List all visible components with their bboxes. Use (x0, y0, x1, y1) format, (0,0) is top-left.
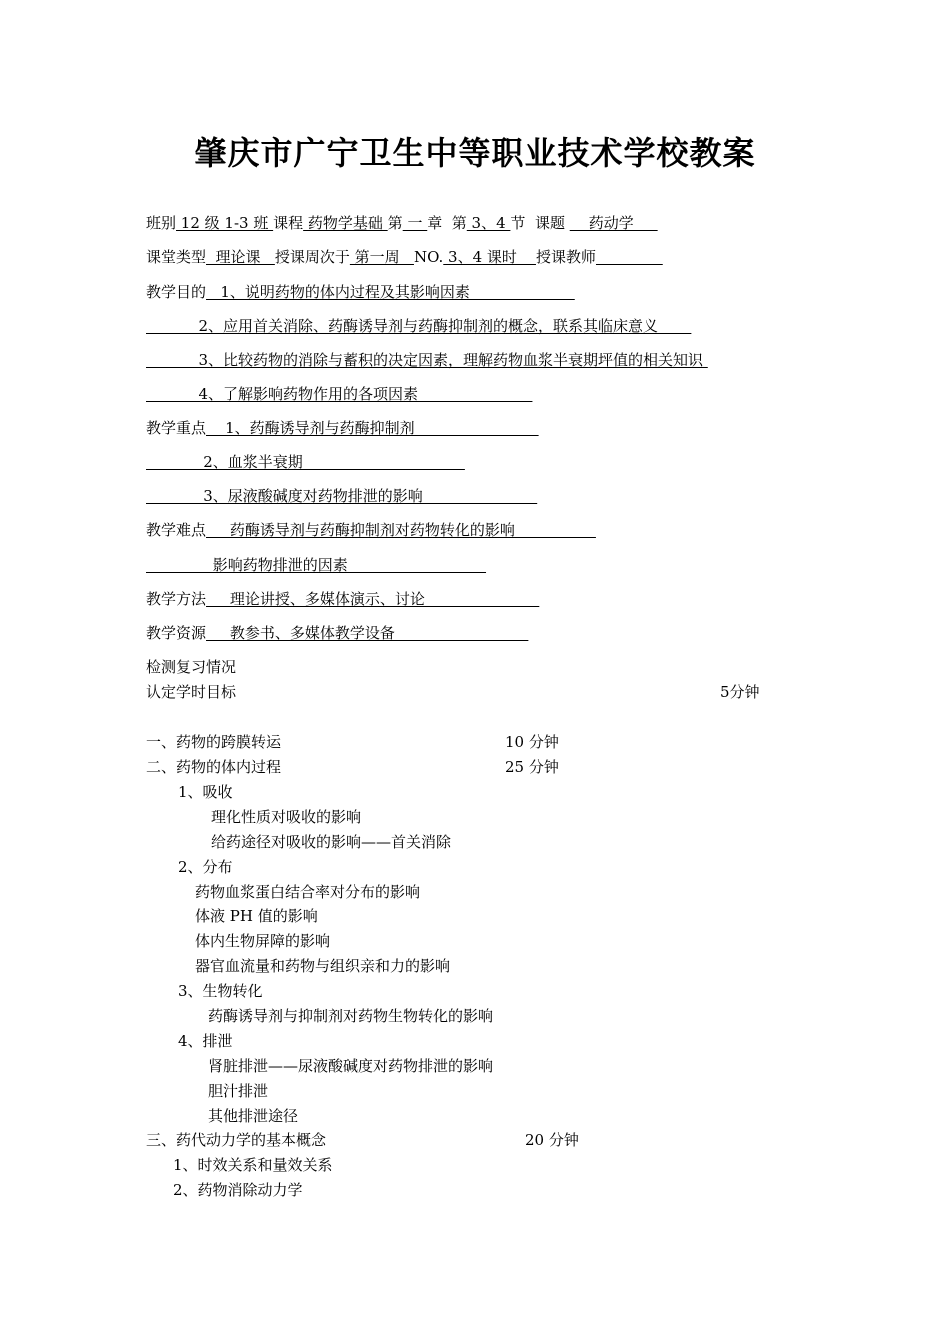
objectives-row-3 (146, 350, 708, 370)
header-row-type (146, 247, 663, 267)
type-label: 课堂类型 (146, 248, 207, 266)
outline-item: 4、排泄 (178, 1032, 233, 1050)
no-label: NO. (413, 248, 444, 266)
review-line: 检测复习情况 (146, 658, 237, 676)
objective-item: 3、比较药物的消除与蓄积的决定因素，理解药物血浆半衰期坪值的相关知识 (146, 351, 708, 369)
resources-value: 教参书、多媒体教学设备 (206, 624, 529, 642)
outline-item: 三、药代动力学的基本概念 (146, 1131, 327, 1149)
class-value: 12 级 1-3 班 (176, 214, 274, 232)
key-point-item: 1、药酶诱导剂与药酶抑制剂 (206, 419, 539, 437)
type-value: 理论课 (206, 248, 275, 266)
outline-time: 20 分钟 (525, 1131, 579, 1149)
class-label: 班别 (146, 214, 177, 232)
key-point-item: 2、血浆半衰期 (146, 453, 465, 471)
teacher-label: 授课教师 (535, 248, 596, 266)
week-value: 第一周 (349, 248, 414, 266)
outline-item: 药物血浆蛋白结合率对分布的影响 (195, 883, 421, 901)
outline-item: 药酶诱导剂与抑制剂对药物生物转化的影响 (208, 1007, 494, 1025)
outline-item: 器官血流量和药物与组织亲和力的影响 (195, 957, 451, 975)
outline-item: 体内生物屏障的影响 (195, 932, 331, 950)
objectives-row-4 (146, 384, 532, 404)
outline-item: 其他排泄途径 (208, 1107, 299, 1125)
outline-item: 一、药物的跨膜转运 (146, 733, 282, 751)
key-point-item: 3、尿液酸碱度对药物排泄的影响 (146, 487, 538, 505)
objectives-row-2 (146, 316, 691, 336)
key-points-row-3 (146, 486, 537, 506)
objectives-label: 教学目的 (146, 283, 207, 301)
difficulties-row-2 (146, 555, 486, 575)
methods-value: 理论讲授、多媒体演示、讨论 (206, 590, 540, 608)
outline-item: 2、药物消除动力学 (173, 1181, 303, 1199)
section-value: 3、4 (466, 214, 511, 232)
chapter-suffix: 章 第 (427, 214, 467, 232)
objectives-row-1 (146, 282, 575, 302)
outline-item: 肾脏排泄——尿液酸碱度对药物排泄的影响 (208, 1057, 494, 1075)
key-points-row-2 (146, 452, 465, 472)
outline-item: 2、分布 (178, 858, 233, 876)
objective-item: 1、说明药物的体内过程及其影响因素 (206, 283, 575, 301)
key-points-label: 教学重点 (146, 419, 207, 437)
outline-item: 3、生物转化 (178, 982, 263, 1000)
resources-row (146, 623, 528, 643)
difficulty-item: 药酶诱导剂与药酶抑制剂对药物转化的影响 (206, 521, 596, 539)
outline-item: 1、时效关系和量效关系 (173, 1156, 333, 1174)
course-label: 课程 (273, 214, 304, 232)
outline-item: 给药途径对吸收的影响——首关消除 (211, 833, 452, 851)
methods-label: 教学方法 (146, 590, 207, 608)
goal-label: 认定学时目标 (146, 683, 237, 701)
outline-item: 体液 PH 值的影响 (195, 907, 318, 925)
course-value: 药物学基础 (303, 214, 388, 232)
outline-time: 10 分钟 (505, 733, 559, 751)
topic-value: 药动学 (569, 214, 658, 232)
week-label: 授课周次于 (274, 248, 350, 266)
page-title: 肇庆市广宁卫生中等职业技术学校教案 (194, 134, 756, 172)
methods-row (146, 589, 539, 609)
outline-item: 1、吸收 (178, 783, 233, 801)
chapter-value: 一 (402, 214, 428, 232)
header-row-class (146, 213, 658, 233)
objective-item: 4、了解影响药物作用的各项因素 (146, 385, 533, 403)
objective-item: 2、应用首关消除、药酶诱导剂与药酶抑制剂的概念，联系其临床意义 (146, 317, 692, 335)
goal-time: 5分钟 (720, 683, 760, 701)
difficulties-row-1 (146, 520, 596, 540)
outline-item: 二、药物的体内过程 (146, 758, 282, 776)
key-points-row-1 (146, 418, 539, 438)
chapter-prefix: 第 (387, 214, 403, 232)
difficulties-label: 教学难点 (146, 521, 207, 539)
outline-item: 胆汁排泄 (208, 1082, 269, 1100)
resources-label: 教学资源 (146, 624, 207, 642)
outline-time: 25 分钟 (505, 758, 559, 776)
section-suffix: 节 课题 (510, 214, 570, 232)
outline-item: 理化性质对吸收的影响 (211, 808, 362, 826)
teacher-value (596, 248, 663, 266)
difficulty-item: 影响药物排泄的因素 (146, 556, 487, 574)
no-value: 3、4 课时 (443, 248, 536, 266)
